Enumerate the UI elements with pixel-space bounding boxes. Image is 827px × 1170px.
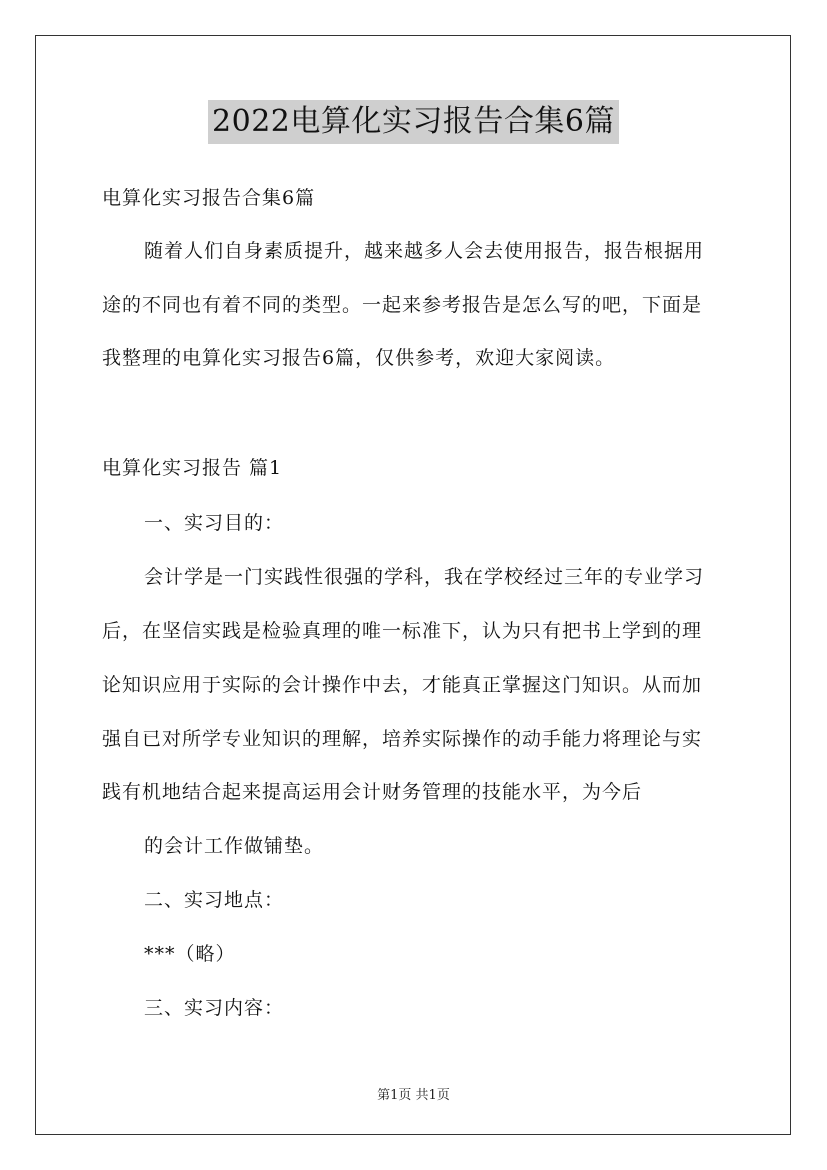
body-line: 一、实习目的：: [144, 512, 285, 534]
body-line: 践有机地结合起来提高运用会计财务管理的技能水平，为今后: [102, 781, 643, 803]
body-line: 二、实习地点：: [144, 889, 285, 911]
title-container: [0, 100, 827, 144]
body-line: 的会计工作做铺垫。: [144, 835, 325, 857]
body-line: 后，在坚信实践是检验真理的唯一标准下，认为只有把书上学到的理: [102, 620, 703, 642]
body-line: 论知识应用于实际的会计操作中去，才能真正掌握这门知识。从而加: [102, 674, 703, 696]
document-subtitle: 电算化实习报告合集6篇: [102, 187, 316, 209]
body-line: 强自已对所学专业知识的理解，培养实际操作的动手能力将理论与实: [102, 728, 703, 750]
body-line: 会计学是一门实践性很强的学科，我在学校经过三年的专业学习: [144, 566, 705, 588]
document-title: 2022电算化实习报告合集6篇: [208, 100, 619, 144]
intro-line: 随着人们自身素质提升，越来越多人会去使用报告，报告根据用: [144, 240, 705, 262]
body-line: 三、实习内容：: [144, 997, 285, 1019]
body-line: ***（略）: [144, 943, 236, 965]
section-heading: 电算化实习报告 篇1: [102, 457, 283, 479]
intro-line: 途的不同也有着不同的类型。一起来参考报告是怎么写的吧，下面是: [102, 294, 703, 316]
intro-line: 我整理的电算化实习报告6篇，仅供参考，欢迎大家阅读。: [102, 347, 616, 369]
page-footer: 第1页 共1页: [377, 1088, 450, 1103]
